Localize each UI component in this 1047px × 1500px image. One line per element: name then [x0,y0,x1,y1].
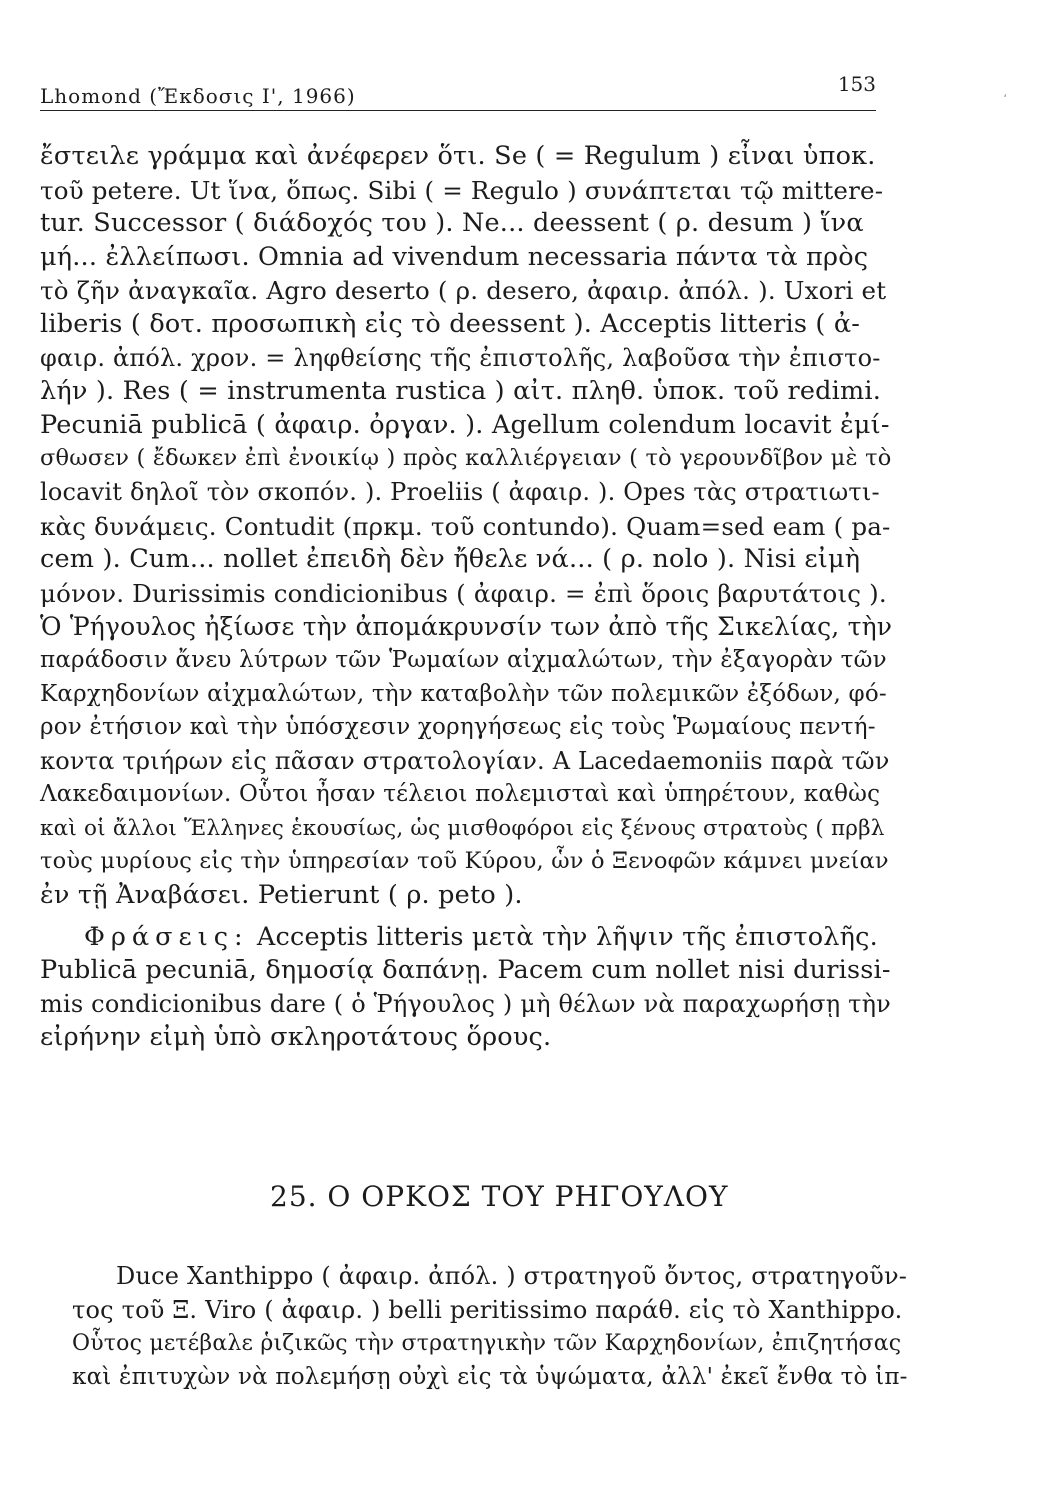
text-line: σθωσεν ( ἔδωκεν ἐπὶ ἐνοικίῳ ) πρὸς καλλιέργειαν ( τὸ γερουνδῖβον μὲ τὸ [40,445,892,472]
running-title: Lhomond (Ἔκδοσις Ι', 1966) [40,84,356,108]
text-line: φαιρ. ἀπόλ. χρον. = ληφθείσης τῆς ἐπιστολῆς, λαβοῦσα τὴν ἐπιστο- [40,343,881,372]
text-line: τοὺς μυρίους εἰς τὴν ὑπηρεσίαν τοῦ Κύρου, ὧν ὁ Ξενοφῶν κάμνει μνείαν [40,848,889,875]
text-line: εἰρήνην εἰμὴ ὑπὸ σκληροτάτους ὅρους. [40,1022,552,1053]
text-line: Καρχηδονίων αἰχμαλώτων, τὴν καταβολὴν τῶν πολεμικῶν ἐξόδων, φό- [40,680,887,707]
phrases-first-line [40,921,892,955]
text-line: καὶ οἱ ἄλλοι Ἕλληνες ἑκουσίως, ὡς μισθοφόροι εἰς ξένους στρατοὺς ( πρβλ [40,815,885,841]
text-line: Pecuniā publicā ( ἀφαιρ. ὀργαν. ). Agellum colendum locavit ἐμί- [40,409,890,440]
text-line: ρον ἐτήσιον καὶ τὴν ὑπόσχεσιν χορηγήσεως εἰς τοὺς Ῥωμαίους πεντή- [40,714,876,741]
text-line: cem ). Cum... nollet ἐπειδὴ δὲν ἤθελε νά... ( ρ. nolo ). Nisi εἰμὴ [40,544,861,575]
text-line: κὰς δυνάμεις. Contudit (πρκμ. τοῦ contundo). Quam=sed eam ( pa- [40,511,891,541]
text-line: κοντα τριήρων εἰς πᾶσαν στρατολογίαν. A Lacedaemoniis παρὰ τῶν [40,746,890,775]
corner-mark: ʻ [1003,92,1007,106]
page-header [40,70,876,111]
text-line: liberis ( δοτ. προσωπικὴ εἰς τὸ deessent ). Acceptis litteris ( ἀ- [40,308,861,339]
text-line: τὸ ζῆν ἀναγκαῖα. Agro deserto ( ρ. desero, ἀφαιρ. ἀπόλ. ). Uxori et [40,276,887,306]
page-number: 153 [837,72,876,96]
text-line: μόνον. Durissimis condicionibus ( ἀφαιρ. = ἐπὶ ὅροις βαρυτάτοις ). [40,578,887,608]
phrases-label: Φράσεις: [84,921,249,952]
text-line: ἐν τῇ Ἀναβάσει. Petierunt ( ρ. peto ). [40,880,523,911]
phrases-text: Acceptis litteris μετὰ τὴν λῆψιν τῆς ἐπιστολῆς. [248,921,878,952]
text-line: Publicā pecuniā, δημοσίᾳ δαπάνῃ. Pacem cum nollet nisi durissi- [40,955,891,986]
text-line: Οὗτος μετέβαλε ῥιζικῶς τὴν στρατηγικὴν τῶν Καρχηδονίων, ἐπιζητήσας [72,1331,902,1357]
text-line: Ὁ Ῥήγουλος ἠξίωσε τὴν ἀπομάκρυνσίν των ἀπὸ τῆς Σικελίας, τὴν [40,612,893,642]
text-line: τοῦ petere. Ut ἵνα, ὅπως. Sibi ( = Regulo ) συνάπτεται τῷ mittere- [40,175,884,205]
text-line: mis condicionibus dare ( ὁ Ῥήγουλος ) μὴ θέλων νὰ παραχωρήσῃ τὴν [40,989,891,1018]
text-line: παράδοσιν ἄνευ λύτρων τῶν Ῥωμαίων αἰχμαλώτων, τὴν ἐξαγορὰν τῶν [40,646,887,673]
text-line: ἔστειλε γράμμα καὶ ἀνέφερεν ὅτι. Se ( = Regulum ) εἶναι ὑποκ. [40,141,876,171]
text-line: tur. Successor ( διάδοχός του ). Ne... deessent ( ρ. desum ) ἵνα [40,208,864,239]
text-line: Λακεδαιμονίων. Οὗτοι ἦσαν τέλειοι πολεμισταὶ καὶ ὑπηρέτουν, καθὼς [40,781,881,808]
text-line: Duce Xanthippo ( ἀφαιρ. ἀπόλ. ) στρατηγοῦ ὄντος, στρατηγοῦν- [116,1262,908,1290]
section-body [72,1260,912,1394]
text-line: locavit δηλοῖ τὸν σκοπόν. ). Proeliis ( ἀφαιρ. ). Opes τὰς στρατιωτι- [40,477,880,506]
text-line: λήν ). Res ( = instrumenta rustica ) αἰτ. πληθ. ὑποκ. τοῦ redimi. [40,376,882,407]
text-line: καὶ ἐπιτυχὼν νὰ πολεμήσῃ οὐχὶ εἰς τὰ ὑψώματα, ἀλλ' ἐκεῖ ἔνθα τὸ ἱπ- [72,1363,908,1390]
section-heading: 25. Ο ΟΡΚΟΣ ΤΟΥ ΡΗΓΟΥΛΟΥ [270,1180,729,1213]
text-line: μή... ἐλλείπωσι. Omnia ad vivendum necessaria πάντα τὰ πρὸς [40,241,869,272]
text-line: τος τοῦ Ξ. Viro ( ἀφαιρ. ) belli peritissimo παράθ. εἰς τὸ Xanthippo. [72,1295,903,1324]
notes-body [40,140,892,1055]
